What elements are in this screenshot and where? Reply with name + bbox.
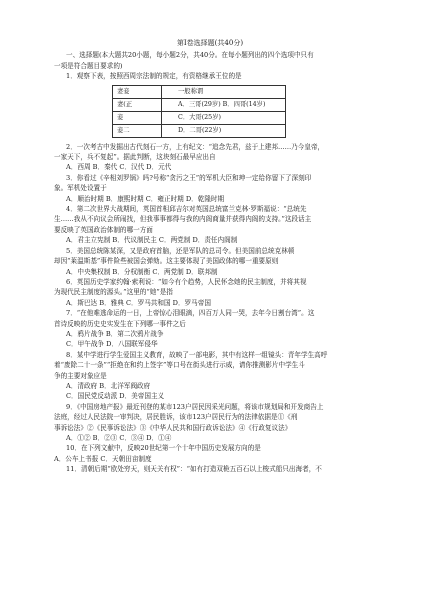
- question-4-line-1: 4．第二次世界大战期间，英国首相邱吉尔对英国总统富兰克林·罗斯福说：“总统先: [66, 205, 307, 214]
- table-cell: 妾二: [113, 124, 162, 137]
- table-row: [113, 111, 286, 124]
- question-10-line-1: 10．在下列文献中，反映20世纪第一个十年中国历史发展方向的是: [66, 444, 261, 453]
- table-cell: 妻(正: [113, 98, 162, 111]
- question-10-options: A．公车上书报 C．天朝田亩制度: [54, 454, 152, 463]
- question-1-stem: 1．观察下表，按照西周宗法制的规定，有资格继承王位的是: [66, 72, 242, 81]
- question-6-line-2: 为现代民主制度的源头。”这里的“她”是指: [54, 288, 173, 297]
- question-4-options: A．君主立宪制 B．代议制民主 C．两党制 D．责任内阁制: [66, 236, 238, 245]
- question-6-line-1: 6．英国历史学家约翰·索利说：“如今有个趋势，人民怀念她的民主制度，并将其视: [66, 277, 307, 286]
- question-6-options: A．斯巴达 B．雅典 C．罗马共和国 D．罗马帝国: [66, 298, 211, 307]
- section-title: 第Ⅰ卷选择题(共40分): [176, 39, 244, 47]
- question-2-line-1: 2．一次考古中发掘出古代刻石一方，上有纪文：“追念先君，兹于上建邦……乃今皇帝，: [66, 142, 325, 151]
- question-7-line-1: 7．“在他难逃命运的一日，上帝惊心泪眼滴，四百万人同一哭，去年今日割台湾”。这: [66, 309, 315, 318]
- question-8-options-1: A．清政府 B．北洋军阀政府: [66, 381, 151, 390]
- table-row: [113, 85, 286, 98]
- table-cell: 妾: [113, 111, 162, 124]
- question-7-options-2: C．甲午战争 D．八国联军侵华: [66, 340, 158, 349]
- question-9-options: A．①② B．②③ C．③④ D．①④: [66, 434, 172, 442]
- table-header-cell: 一般称谓: [162, 85, 286, 98]
- table-row: [113, 124, 286, 137]
- question-8-line-2: 着“废除二十一条”“拒绝在和约上签字”等口号在街头进行示威，请你推测影片中学生斗: [54, 361, 305, 370]
- question-3-line-1: 3．你看过《辛相刘罗锅》吗?号称“贪污之王”的军机大臣和珅一定给你留下了深刻印: [66, 173, 312, 182]
- question-2-options: A．西周 B．秦代 C．汉代 D．元代: [66, 163, 172, 172]
- question-5-line-2: 却因“莱温斯基”事件险些被国会弹劾。这主要体现了美国政体的哪一重要原则: [54, 257, 279, 266]
- table-header-cell: 妻妾: [113, 85, 162, 98]
- question-4-line-3: 要反映了英国政治体制的哪一方面: [54, 225, 153, 234]
- question-8-options-2: C．国民党反动派 D．美帝国主义: [66, 392, 165, 401]
- question-8-line-3: 争的主要对象应是: [54, 371, 107, 380]
- question-9-line-1: 9．《中国房地产报》最近刊登的某市123户居民因采光问题，将该市规划局和开发商告上: [66, 402, 324, 411]
- question-11-line-1: 11．清朝后期“欧处穷天，则天关有权”：“如有打造双桅五百石以上梭式船只出海者，不: [66, 465, 322, 474]
- question-2-line-2: 一家天下，兵不复起”。据此判断，这块刻石最早应出自: [54, 153, 216, 162]
- question-5-line-1: 5．美国总统陈某深，又是政府首脑，还是军队的总司令。但美国前总统克林顿: [66, 246, 295, 255]
- question-7-options-1: A．鸦片战争 B．第二次鸦片战争: [66, 329, 164, 338]
- question-3-options: A．顺治时期 B．康熙时期 C．雍正时期 D．乾隆时期: [66, 194, 225, 203]
- question-9-line-3: 事诉讼法》②《民事诉讼法》③《中华人民共和国行政诉讼法》④《行政复议法》: [54, 423, 292, 432]
- question-7-line-2: 首诗反映的历史史实发生在下列哪一事件之后: [54, 319, 186, 328]
- table-cell: D．二哥(22岁): [162, 124, 286, 137]
- instruction-line-2: 一项是符合题目要求的): [54, 61, 123, 70]
- question-3-line-2: 象。军机处设置于: [54, 184, 107, 193]
- question-9-line-2: 法庭，经过人民法院一审判决，居民胜诉，该市123户居民行为的法律依据是①《刑: [54, 413, 298, 422]
- table-cell: A．三哥(29岁) B．四哥(14岁): [162, 98, 286, 111]
- instruction-line-1: 一、选择题(本大题共20小题，每小题2分，共40分。在每小题列出的四个选项中只有: [66, 51, 314, 60]
- table-row: [113, 98, 286, 111]
- question-8-line-1: 8．某中学进行学生爱国主义教育，故映了一部电影，其中有这样一组镜头：青年学生高呼: [66, 350, 328, 359]
- table-cell: C．大哥(25岁): [162, 111, 286, 124]
- question-1-table: [112, 85, 286, 138]
- question-5-options: A．中央集权制 B．分权制衡 C．两党制 D．联邦制: [66, 267, 218, 276]
- question-4-line-2: 生……我从不向议会所闹找，但我事事都得与我的内阁商量并获得内阁的支持。”这段话主: [54, 215, 312, 224]
